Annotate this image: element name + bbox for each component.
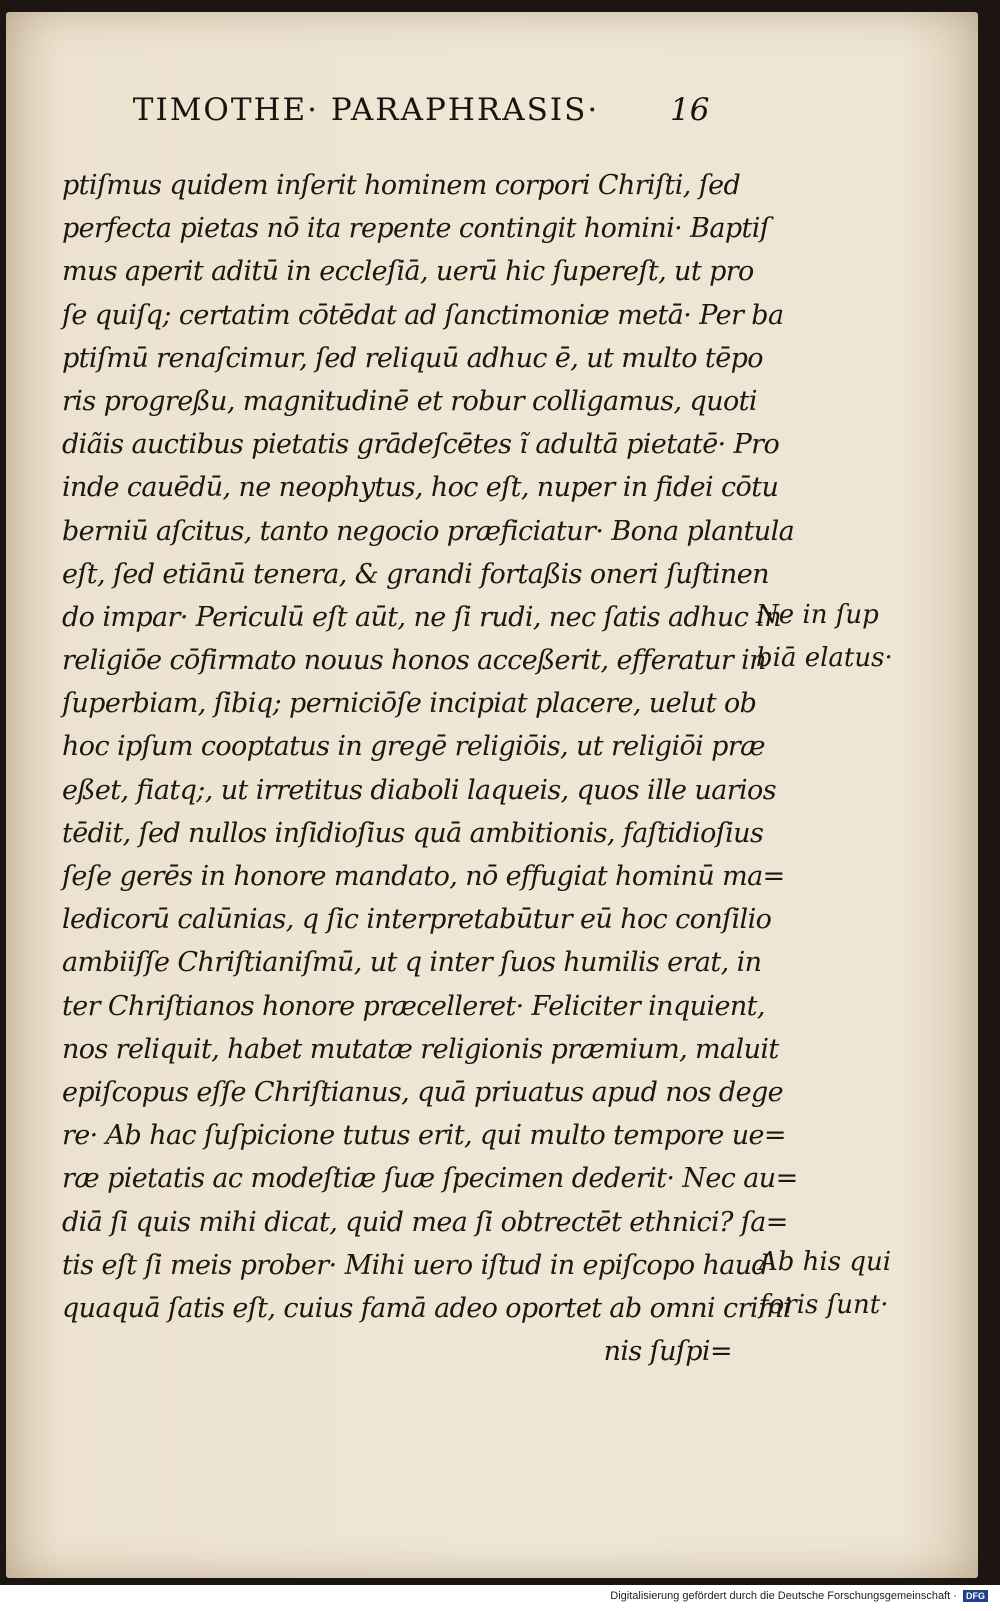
- text-line: ptiſmus quidem inſerit hominem corpori Chriſti, ſed: [62, 170, 741, 201]
- text-line: ter Chriſtianos honore præcelleret· Feliciter inquient,: [62, 990, 765, 1022]
- text-line: ledicorū calūnias, q ſic interpretabūtur eū hoc conſilio: [62, 904, 772, 936]
- margin-note-line: foris ſunt·: [759, 1290, 889, 1321]
- text-line: tis eſt ſi meis prober· Mihi uero iſtud in epiſcopo haud: [62, 1249, 769, 1281]
- text-line: mus aperit aditū in eccleſiā, uerū hic ſupereſt, ut pro: [62, 256, 754, 288]
- text-line: eſt, ſed etiānū tenera, & grandi fortaßis oneri ſuſtinen: [62, 558, 769, 590]
- catchword-line: nis ſuſpi=: [603, 1336, 732, 1368]
- text-line: nos reliquit, habet mutatæ religionis præmium, maluit: [62, 1033, 779, 1065]
- margin-note: [759, 1241, 891, 1327]
- text-line: do impar· Periculū eſt aūt, ne ſi rudi, nec ſatis adhuc in: [62, 601, 782, 633]
- text-line: ris progreßu, magnitudinē et robur colligamus, quoti: [62, 385, 757, 417]
- margin-note: [756, 594, 893, 680]
- text-line: ptiſmū renaſcimur, ſed reliquū adhuc ē, ut multo tēpo: [62, 342, 763, 374]
- book-page: [6, 12, 978, 1578]
- text-line: ſeſe gerēs in honore mandato, nō effugiat hominū ma=: [62, 861, 785, 892]
- running-head: TIMOTHE· PARAPHRASIS·: [132, 92, 600, 128]
- text-line: religiōe cōfirmato nouus honos acceßerit, efferatur in: [62, 645, 766, 677]
- credit-text: Digitalisierung gefördert durch die Deutsche Forschungsgemeinschaft ·: [610, 1590, 957, 1602]
- text-line: diā ſi quis mihi dicat, quid mea ſi obtrectēt ethnici? ſa=: [62, 1206, 788, 1238]
- digitization-credit: [610, 1590, 988, 1602]
- folio-number: 16: [670, 92, 710, 128]
- dfg-logo: DFG: [963, 1590, 988, 1602]
- margin-note-line: Ab his qui: [759, 1247, 892, 1277]
- body-text: [62, 164, 798, 1373]
- text-line: quaquā ſatis eſt, cuius famā adeo oportet ab omni crimi: [62, 1292, 791, 1324]
- text-line: inde cauēdū, ne neophytus, hoc eſt, nuper in fidei cōtu: [62, 472, 779, 504]
- text-line: ſuperbiam, ſibiq; perniciōſe incipiat placere, uelut ob: [62, 688, 757, 720]
- text-line: re· Ab hac ſuſpicione tutus erit, qui multo tempore ue=: [62, 1120, 786, 1152]
- text-line: berniū aſcitus, tanto negocio præficiatur· Bona plantula: [62, 515, 795, 547]
- text-line: ræ pietatis ac modeſtiæ ſuæ ſpecimen dederit· Nec au=: [62, 1163, 798, 1195]
- margin-note-line: Ne in ſup: [756, 600, 879, 630]
- text-line: epiſcopus eſſe Chriſtianus, quā priuatus apud nos dege: [62, 1076, 784, 1108]
- text-line: perfecta pietas nō ita repente contingit homini· Baptiſ: [62, 213, 770, 245]
- text-line: ambiiſſe Chriſtianiſmū, ut q inter ſuos humilis erat, in: [62, 947, 762, 979]
- text-line: tēdit, ſed nullos inſidioſius quā ambitionis, faſtidioſius: [62, 817, 764, 849]
- margin-note-line: biā elatus·: [756, 643, 893, 674]
- text-line: eßet, fiatq;, ut irretitus diaboli laqueis, quos ille uarios: [62, 774, 776, 806]
- text-line: diãis auctibus pietatis grādeſcētes ĩ adultā pietatē· Pro: [62, 429, 780, 461]
- text-line: hoc ipſum cooptatus in gregē religiōis, ut religiōi præ: [62, 731, 765, 763]
- text-line: ſe quiſq; certatim cōtēdat ad ſanctimoniæ metā· Per ba: [62, 299, 784, 331]
